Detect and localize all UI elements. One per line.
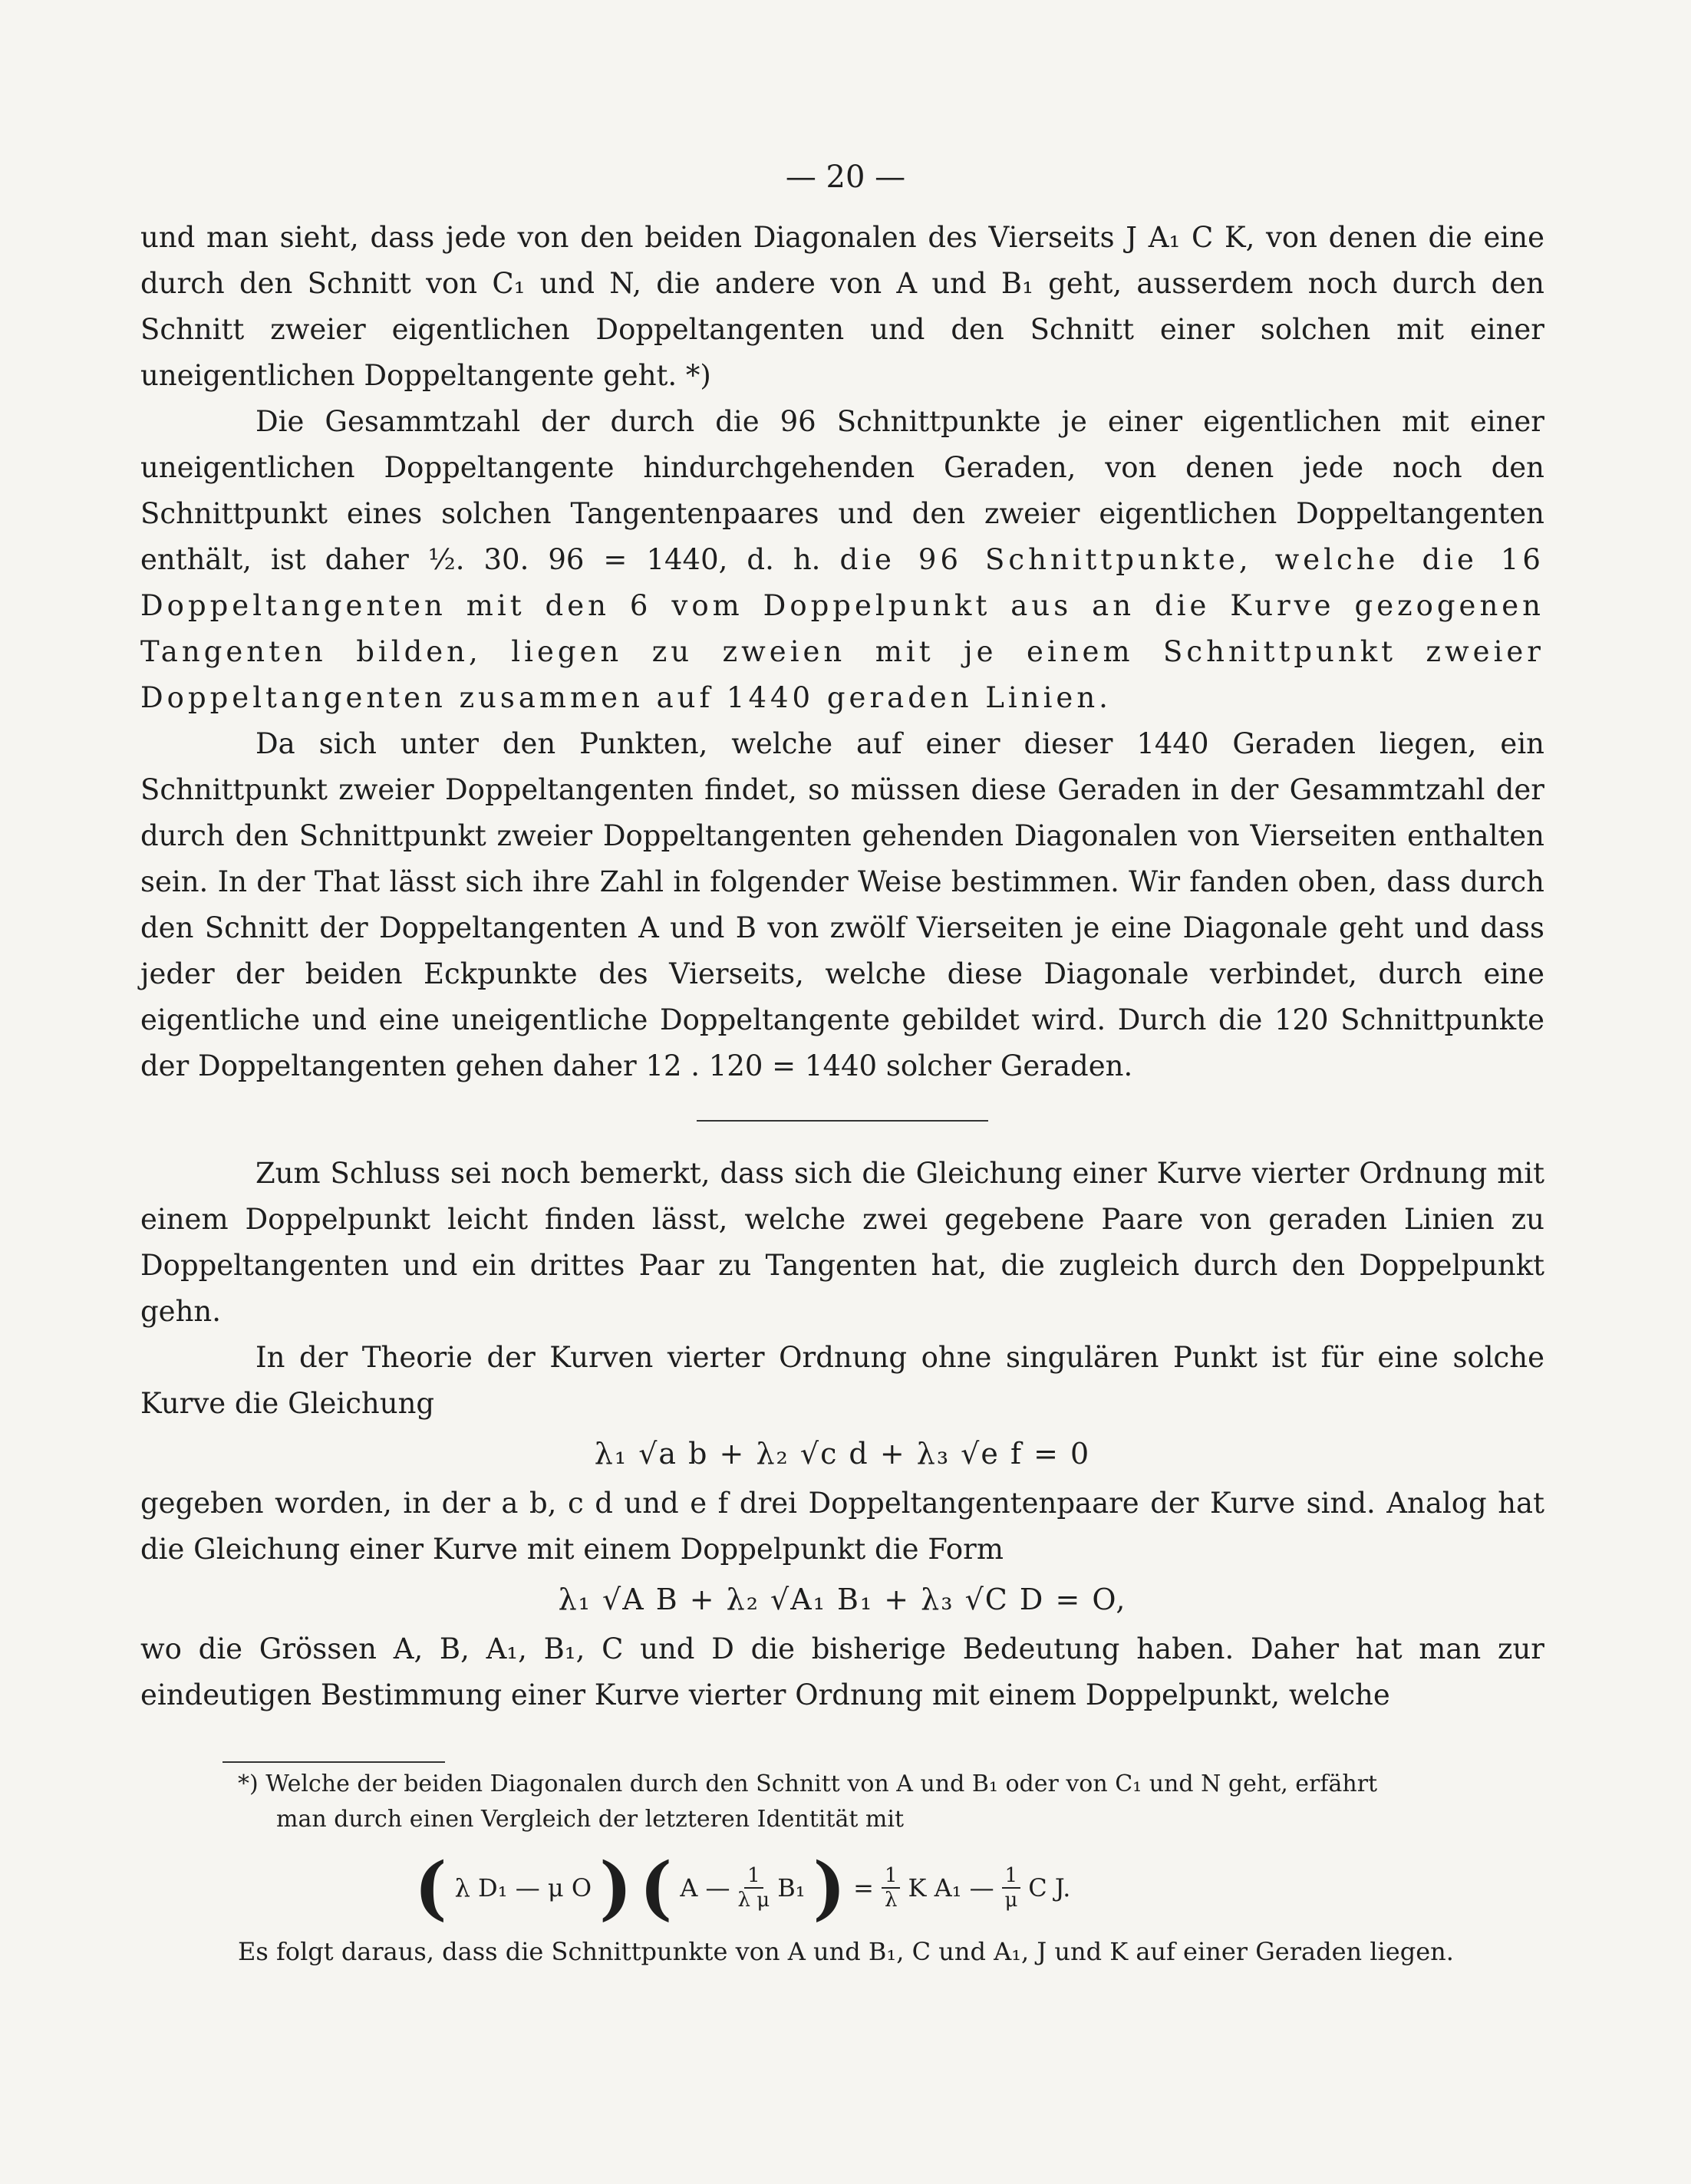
fraction: [738, 1864, 770, 1912]
fraction-numerator: 1: [882, 1864, 901, 1889]
paragraph: In der Theorie der Kurven vierter Ordnung ohne singulären Punkt ist für eine solche Kurve die Gleichung: [140, 1341, 1544, 1420]
eq-term: λ D₁ — μ O: [454, 1873, 592, 1902]
fraction: [1002, 1864, 1021, 1912]
eq-equals: =: [853, 1873, 874, 1902]
eq-term: C J.: [1028, 1873, 1071, 1902]
equation-double-point: λ₁ √A B + λ₂ √A₁ B₁ + λ₃ √C D = O,: [558, 1583, 1127, 1616]
paragraph: [140, 399, 1544, 721]
eq-term: A —: [680, 1873, 730, 1902]
page-number: — 20 —: [785, 160, 906, 195]
fraction-denominator: λ μ: [737, 1889, 770, 1912]
eq-term: K A₁ —: [908, 1873, 994, 1902]
body-text: [140, 215, 1544, 1718]
fraction-numerator: 1: [744, 1864, 763, 1889]
result-formula: ½. 30. 96 = 1440, d. h.: [427, 543, 821, 576]
fraction: [882, 1864, 901, 1912]
footnote-rule: [222, 1761, 445, 1763]
paragraph: Zum Schluss sei noch bemerkt, dass sich die Gleichung einer Kurve vierter Ordnung mit einem Doppelpunkt leicht finden lässt, welche zwei gegebene Paare von geraden Linien zu Doppeltangenten und ein drittes Paar zu Tangenten hat, die zugleich durch den Doppelpunkt gehn.: [140, 1157, 1544, 1328]
equation-quartic: λ₁ √a b + λ₂ √c d + λ₃ √e f = 0: [594, 1437, 1091, 1471]
theorem-text: die 96 Schnittpunkte, welche die 16 Doppeltangenten mit den 6 vom Doppelpunkt aus an die Kurve gezogenen Tangenten bilden, liegen zu zweien mit je einem Schnittpunkt zweier Doppeltangenten zusammen auf 1440 geraden Linien.: [140, 543, 1544, 714]
eq-term: B₁: [777, 1873, 806, 1902]
paren-close: ): [813, 1847, 846, 1929]
fraction-denominator: λ: [884, 1889, 898, 1912]
paragraph: gegeben worden, in der a b, c d und e f drei Doppeltangentenpaare der Kurve sind. Analog hat die Gleichung einer Kurve mit einem Doppelpunkt die Form: [140, 1487, 1544, 1566]
paren-close: ): [599, 1847, 632, 1929]
paren-open: (: [639, 1847, 673, 1929]
footnote-equation: [414, 1847, 1542, 1929]
paren-open: (: [414, 1847, 447, 1929]
footnote-line: man durch einen Vergleich der letzteren Identität mit: [276, 1806, 905, 1833]
paragraph-text: Die Gesammtzahl der durch die 96 Schnittpunkte je einer eigentlichen mit einer uneigentlichen Doppeltangente hindurchgehenden Geraden, von denen jede noch den Schnittpunkt eines solchen Tangentenpaares und den zweier eigentlichen Doppeltangenten enthält, ist daher: [140, 405, 1544, 576]
fraction-denominator: μ: [1004, 1889, 1018, 1912]
section-divider: [697, 1120, 988, 1122]
footnote-line: Es folgt daraus, dass die Schnittpunkte von A und B₁, C und A₁, J und K auf einer Geraden liegen.: [238, 1937, 1454, 1966]
paragraph: wo die Grössen A, B, A₁, B₁, C und D die bisherige Bedeutung haben. Daher hat man zur eindeutigen Bestimmung einer Kurve vierter Ordnung mit einem Doppelpunkt, welche: [140, 1632, 1544, 1711]
footnote-line: *) Welche der beiden Diagonalen durch den Schnitt von A und B₁ oder von C₁ und N geht, erfährt: [238, 1771, 1378, 1797]
paragraph: und man sieht, dass jede von den beiden Diagonalen des Vierseits J A₁ C K, von denen die eine durch den Schnitt von C₁ und N, die andere von A und B₁ geht, ausserdem noch durch den Schnitt zweier eigentlichen Doppeltangenten und den Schnitt einer solchen mit einer uneigentlichen Doppeltangente geht. *): [140, 221, 1544, 392]
paragraph: Da sich unter den Punkten, welche auf einer dieser 1440 Geraden liegen, ein Schnittpunkt zweier Doppeltangenten findet, so müssen diese Geraden in der Gesammtzahl der durch den Schnittpunkt zweier Doppeltangenten gehenden Diagonalen von Vierseiten enthalten sein. In der That lässt sich ihre Zahl in folgender Weise bestimmen. Wir fanden oben, dass durch den Schnitt der Doppeltangenten A und B von zwölf Vierseiten je eine Diagonale geht und dass jeder der beiden Eckpunkte des Vierseits, welche diese Diagonale verbindet, durch eine eigentliche und eine uneigentliche Doppeltangente gebildet wird. Durch die 120 Schnittpunkte der Doppeltangenten gehen daher 12 . 120 = 1440 solcher Geraden.: [140, 727, 1544, 1082]
footnote: [238, 1767, 1542, 1969]
fraction-numerator: 1: [1002, 1864, 1021, 1889]
